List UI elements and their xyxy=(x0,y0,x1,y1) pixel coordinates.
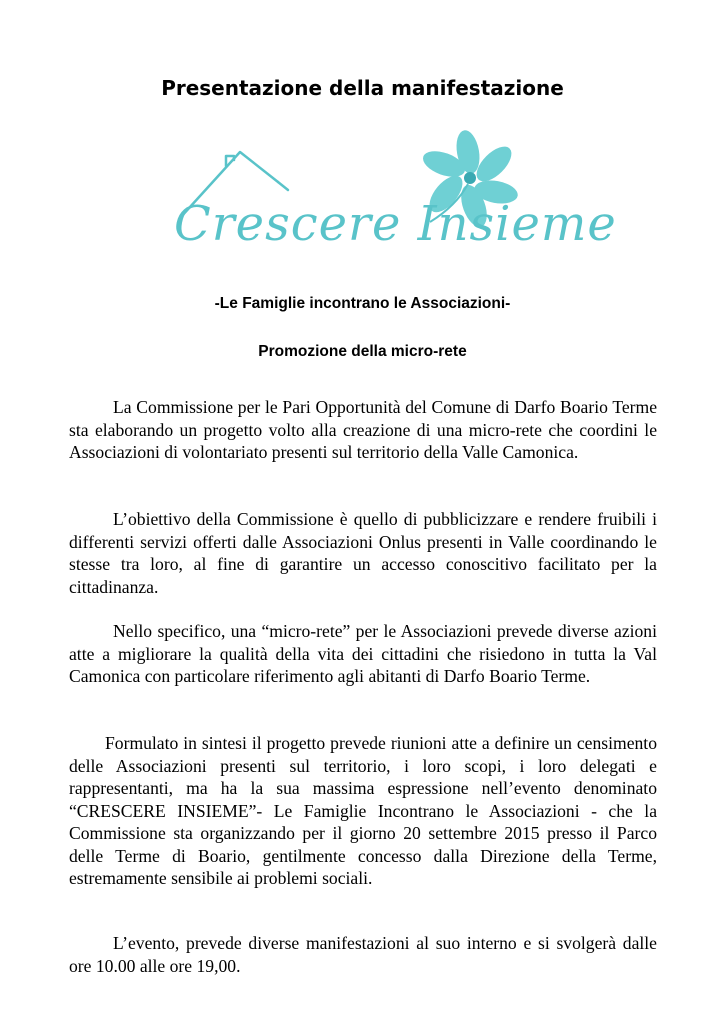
paragraph-3: Nello specifico, una “micro-rete” per le Associazioni prevede diverse azioni atte a migliorare la qualità della vita dei cittadini che risiedono in tutta la Val Camonica con particolare riferimento agli abitanti di Darfo Boario Terme. xyxy=(69,621,657,686)
logo-wordmark: Crescere Insieme xyxy=(174,196,617,252)
paragraph-1: La Commissione per le Pari Opportunità del Comune di Darfo Boario Terme sta elaborando un progetto volto alla creazione di una micro-rete che coordini le Associazioni di volontariato presenti sul territorio della Valle Camonica. xyxy=(69,397,657,462)
event-subtitle: -Le Famiglie incontrano le Associazioni- xyxy=(214,295,511,312)
page-title: Presentazione della manifestazione xyxy=(161,76,564,100)
section-heading: Promozione della micro-rete xyxy=(258,343,467,360)
paragraph-5: L’evento, prevede diverse manifestazioni al suo interno e si svolgerà dalle ore 10.00 alle ore 19,00. xyxy=(69,933,657,976)
paragraph-2: L’obiettivo della Commissione è quello di pubblicizzare e rendere fruibili i differenti servizi offerti dalle Associazioni Onlus presenti in Valle coordinando le stesse tra loro, al fine di garantire un accesso conoscitivo facilitato per la cittadinanza. xyxy=(69,509,657,597)
paragraph-4: Formulato in sintesi il progetto prevede riunioni atte a definire un censimento delle Associazioni presenti sul territorio, i loro scopi, i loro delegati e rappresentanti, ma ha la sua massima espressione nell’evento denominato “CRESCERE INSIEME”- Le Famiglie Incontrano le Associazioni - che la Commissione sta organizzando per il giorno 20 settembre 2015 presso il Parco delle Terme di Boario, gentilmente concesso dalla Direzione della Terme, estremamente sensibile ai problemi sociali. xyxy=(69,733,657,888)
crescere-insieme-logo xyxy=(168,126,617,286)
